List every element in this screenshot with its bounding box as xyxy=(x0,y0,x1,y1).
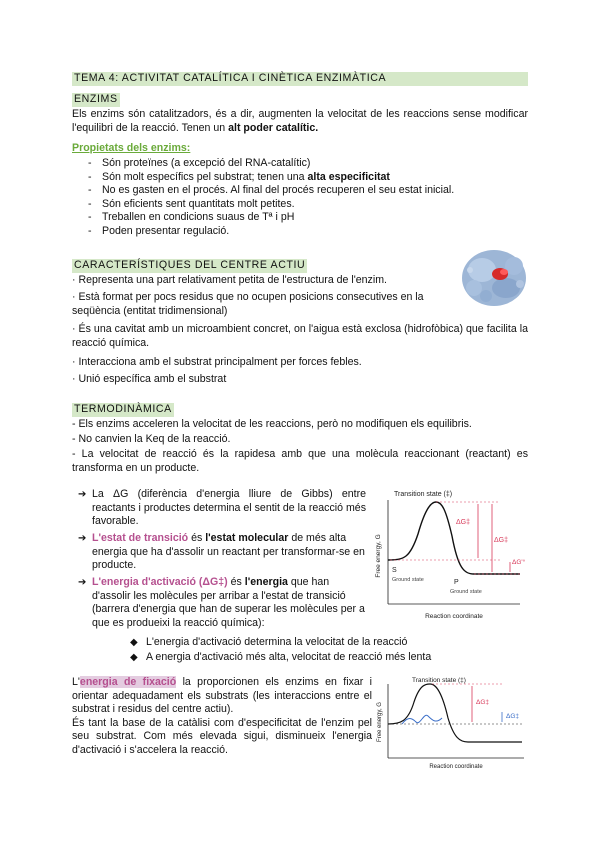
s-label: S xyxy=(392,567,397,574)
figure-title: Transition state (‡) xyxy=(394,491,453,498)
centre-actiu-item: · Interacciona amb el substrat principalment per forces febles. xyxy=(72,356,362,368)
y-axis-label: Free energy, G xyxy=(377,702,383,742)
centre-actiu-item: · És una cavitat amb un microambient concret, on l'aigua està exclosa (hidrofòbica) que facilita la reacció química. xyxy=(72,323,528,349)
x-axis-label: Reaction coordinate xyxy=(429,764,483,770)
dg-label: ΔG‡ xyxy=(476,699,490,706)
bullet-delta-g: ➔ La ΔG (diferència d'energia lliure de Gibbs) entre reactants i productes determina el sentit de la reacció més favorable. xyxy=(78,488,366,527)
binding-energy-figure xyxy=(372,672,532,772)
y-axis-label: Free energy, G xyxy=(375,534,382,578)
list-item: - Són molt específics pel substrat; tenen una alta especificitat xyxy=(72,171,532,185)
energy-diagram-figure xyxy=(370,484,532,624)
diamond-icon: ◆ xyxy=(130,652,138,663)
dg-label: ΔG'° xyxy=(512,559,526,566)
list-item: - No es gasten en el procés. Al final del procés recuperen el seu estat inicial. xyxy=(72,184,532,198)
sub-bullet: ◆ A energia d'activació més alta, velocitat de reacció més lenta xyxy=(130,651,432,663)
list-item: - Són proteïnes (a excepció del RNA-catalític) xyxy=(72,157,532,171)
centre-actiu-item: · Està format per pocs residus que no ocupen posicions consecutives en la seqüència (entitat tridimensional) xyxy=(72,291,424,317)
centre-actiu-item: · Representa una part relativament petita de l'estructura de l'enzim. xyxy=(72,274,387,286)
dg-label: ΔG‡ xyxy=(506,713,520,720)
termo-heading: TERMODINÀMICA xyxy=(74,403,172,415)
termo-line: - La velocitat de reacció és la rapidesa amb que una molècula reaccionant (reactant) es transforma en un producte. xyxy=(72,448,528,474)
arrow-right-icon: ➔ xyxy=(78,489,87,500)
enzims-paragraph xyxy=(72,108,528,135)
catalyzed-curve xyxy=(402,715,442,724)
p-sublabel: Ground state xyxy=(450,589,482,595)
centre-actiu-item: · Unió específica amb el substrat xyxy=(72,373,227,385)
termo-line: - No canvien la Keq de la reacció. xyxy=(72,433,231,445)
fixacio-highlight: energia de fixació xyxy=(79,676,177,688)
list-item: - Són eficients sent quantitats molt petites. xyxy=(72,198,532,212)
page-title: TEMA 4: ACTIVITAT CATALÍTICA I CINÈTICA ENZIMÀTICA xyxy=(72,72,528,86)
figure-title: Transition state (‡) xyxy=(412,677,466,684)
enzims-bold: alt poder catalític. xyxy=(228,121,319,134)
arrow-right-icon: ➔ xyxy=(78,577,87,588)
x-axis-label: Reaction coordinate xyxy=(425,613,483,620)
fixacio-text2: És tant la base de la catàlisi com d'especificitat de l'enzim pel seu substrat. Com més elevada sigui, disminueix l'energia d'activació i s'accelera la reacció. xyxy=(72,716,372,756)
enzims-text: Els enzims són catalitzadors, és a dir, augmenten la velocitat de les reaccions sense modificar l'equilibri de la reacció. Tenen un xyxy=(72,108,528,134)
centre-actiu-heading: CARACTERÍSTIQUES DEL CENTRE ACTIU xyxy=(74,259,306,271)
fixacio-paragraph: L'energia de fixació la proporcionen els enzims en fixar i orientar adequadament els substrats (les interaccions entre el substrat i residus del centre actiu). És tant la base de la catàlisi com d'especificitat de l'enzim pel seu substrat. Com més elevada sigui, disminueix l'energia d'activació i s'accelera la reacció. xyxy=(72,676,373,756)
diamond-icon: ◆ xyxy=(130,637,138,648)
list-item: - Treballen en condicions suaus de Tª i pH xyxy=(72,211,532,225)
sub-bullet: ◆ L'energia d'activació determina la velocitat de la reacció xyxy=(130,636,408,648)
list-item: - Poden presentar regulació. xyxy=(72,225,532,239)
bullet-estat-transicio: ➔ L'estat de transició és l'estat molecular de més alta energia que ha d'assolir un reactant per transformar-se en producte. xyxy=(78,532,365,571)
p-label: P xyxy=(454,579,459,586)
protein-structure-image xyxy=(456,240,534,312)
s-sublabel: Ground state xyxy=(392,577,424,583)
bullet-energia-activacio: ➔ L'energia d'activació (ΔG‡) és l'energia que han d'assolir les molècules per arribar a l'estat de transició (barrera d'energia que han de superar les molècules per a que es produeixi la reacció química): xyxy=(78,576,365,629)
enzims-heading: ENZIMS xyxy=(74,93,118,105)
termo-line: - Els enzims acceleren la velocitat de les reaccions, però no modifiquen els equilibris. xyxy=(72,418,472,430)
dg-label: ΔG‡ xyxy=(494,537,509,544)
dg-label: ΔG‡ xyxy=(456,519,471,526)
arrow-right-icon: ➔ xyxy=(78,533,87,544)
propietats-heading: Propietats dels enzims: xyxy=(72,142,191,154)
propietats-list xyxy=(72,157,532,239)
